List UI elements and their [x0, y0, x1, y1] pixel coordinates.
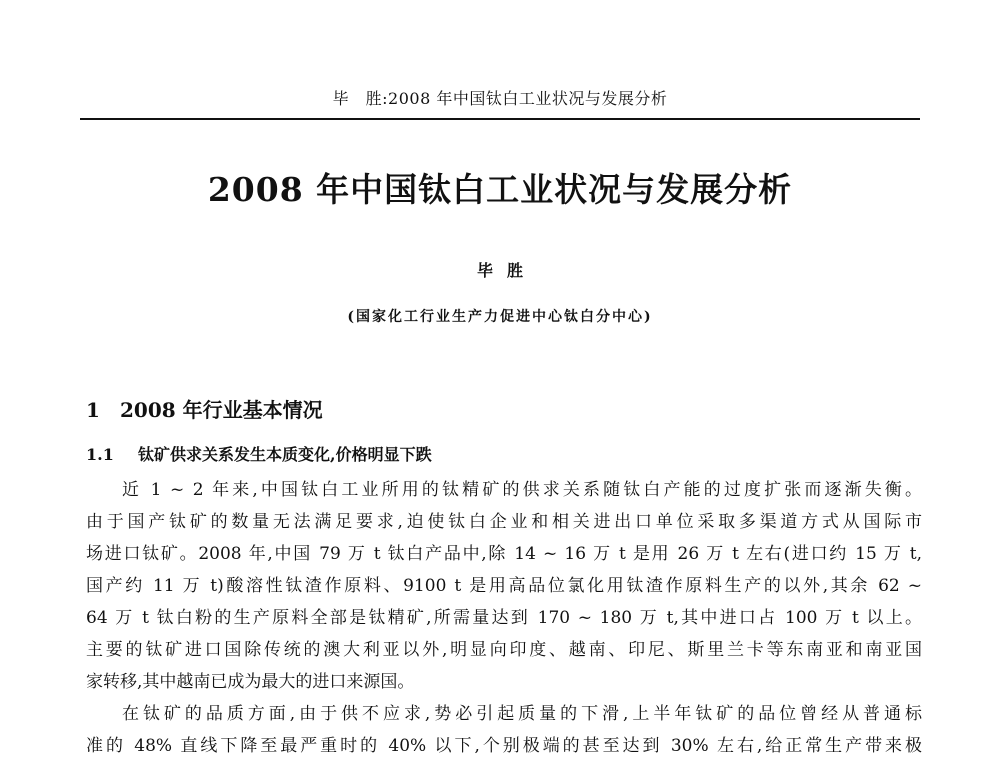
body-line: 由于国产钛矿的数量无法满足要求,迫使钛白企业和相关进出口单位采取多渠道方式从国际市 [86, 512, 922, 532]
body-line: 国产约 11 万 t)酸溶性钛渣作原料、9100 t 是用高品位氯化用钛渣作原料生产的以外,其余 62 ~ [86, 576, 922, 596]
body-text [86, 474, 922, 760]
body-line: 在钛矿的品质方面,由于供不应求,势必引起质量的下滑,上半年钛矿的品位曾经从普通标 [122, 704, 922, 724]
subsection-number: 1.1 [86, 445, 114, 464]
body-line: 近 1 ~ 2 年来,中国钛白工业所用的钛精矿的供求关系随钛白产能的过度扩张而逐渐失衡。 [122, 480, 922, 500]
body-line: 场进口钛矿。2008 年,中国 79 万 t 钛白产品中,除 14 ~ 16 万 t 是用 26 万 t 左右(进口约 15 万 t, [86, 544, 922, 564]
body-line: 准的 48% 直线下降至最严重时的 40% 以下,个别极端的甚至达到 30% 左右,给正常生产带来极 [86, 736, 922, 756]
running-header: 毕 胜:2008 年中国钛白工业状况与发展分析 [332, 89, 668, 108]
section-number: 1 [86, 398, 100, 422]
subsection-heading [86, 442, 432, 465]
header-rule [80, 118, 920, 120]
body-line: 主要的钛矿进口国除传统的澳大利亚以外,明显向印度、越南、印尼、斯里兰卡等东南亚和南亚国 [86, 640, 922, 660]
article-title: 2008 年中国钛白工业状况与发展分析 [207, 170, 793, 209]
body-line: 64 万 t 钛白粉的生产原料全部是钛精矿,所需量达到 170 ~ 180 万 t,其中进口占 100 万 t 以上。 [86, 608, 922, 628]
author-affiliation: (国家化工行业生产力促进中心钛白分中心) [347, 309, 653, 325]
author-name: 毕胜 [476, 261, 537, 280]
body-line: 家转移,其中越南已成为最大的进口来源国。 [86, 672, 415, 692]
section-heading [86, 394, 323, 423]
section-title: 2008 年行业基本情况 [120, 398, 323, 422]
subsection-title: 钛矿供求关系发生本质变化,价格明显下跌 [138, 445, 432, 464]
